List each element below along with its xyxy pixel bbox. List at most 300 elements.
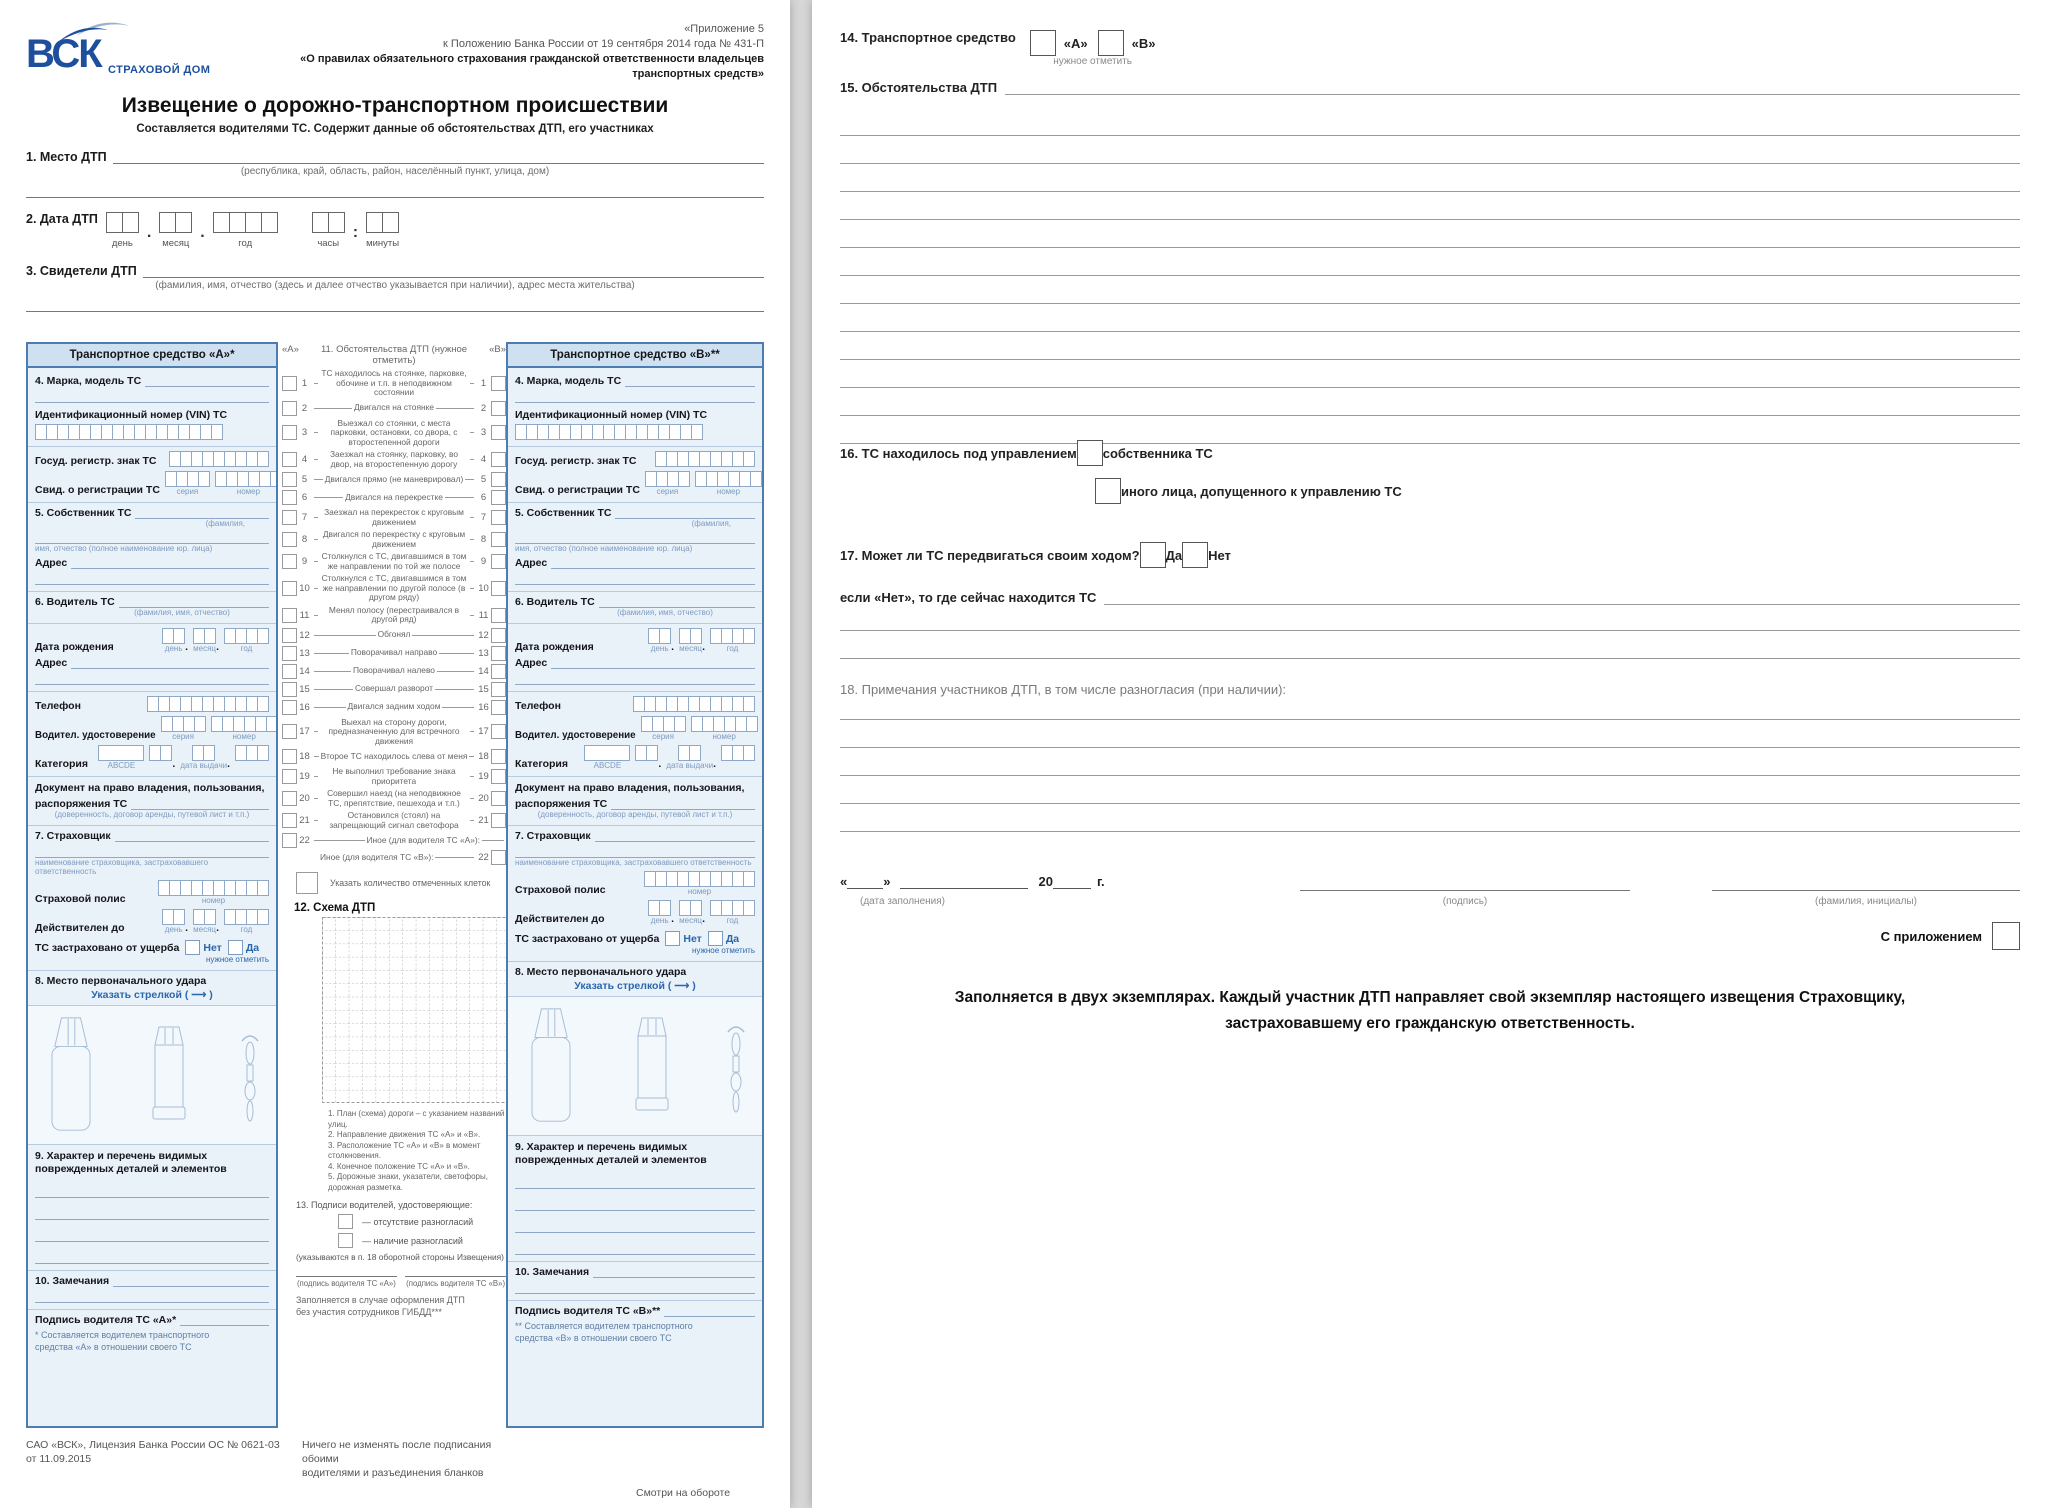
blank-line[interactable] (840, 692, 2020, 720)
license-note: САО «ВСК», Лицензия Банка России ОС № 0621-03 от 11.09.2015 (26, 1439, 280, 1465)
circ-6-checkbox-a[interactable] (282, 490, 297, 505)
cert-series-boxes[interactable] (165, 471, 210, 487)
blank-line[interactable] (840, 108, 2020, 136)
circ-8-checkbox-b[interactable] (491, 532, 506, 547)
blank-line[interactable] (840, 720, 2020, 748)
owner-driving-checkbox[interactable] (1077, 440, 1103, 466)
blank-line[interactable] (840, 658, 2020, 659)
checked-count-label: Указать количество отмеченных клеток (330, 878, 491, 888)
circ-4-checkbox-a[interactable] (282, 452, 297, 467)
circumstance-row: 17 Выехал на сторону дороги, предназначенную для встречного движения 17 (282, 718, 506, 747)
circ-13-checkbox-a[interactable] (282, 646, 297, 661)
issue-year-boxes[interactable] (235, 745, 269, 761)
field15-lines (840, 108, 2020, 444)
phone-label: Телефон (515, 700, 561, 712)
logo-tagline: СТРАХОВОЙ ДОМ (108, 64, 211, 76)
circumstance-row: 5 Двигался прямо (не маневрировал) 5 (282, 472, 506, 487)
blank-line[interactable] (515, 389, 755, 403)
owner-hint2: имя, отчество (полное наименование юр. лица) (515, 544, 693, 553)
owner-label: 5. Собственник ТС (515, 507, 612, 519)
number-hint: номер (712, 732, 736, 741)
dot: . (200, 224, 205, 241)
circumstance-row: 1 ТС находилось на стоянке, парковке, обочине и т.п. в неподвижном состоянии 1 (282, 369, 506, 398)
valid-day-boxes[interactable] (648, 900, 671, 916)
circumstance-row: 6 Двигался на перекрестке 6 (282, 490, 506, 505)
category-box[interactable] (584, 745, 630, 761)
blank-line[interactable] (611, 799, 755, 810)
blank-line[interactable] (515, 530, 755, 544)
blank-line[interactable] (145, 376, 269, 387)
three-column-area (0, 342, 790, 1428)
circumstance-row: 7 Заезжал на перекресток с круговым движением 7 (282, 508, 506, 527)
issue-hint: дата выдачи (180, 761, 228, 770)
blank-line[interactable] (35, 1289, 269, 1303)
circ-4-checkbox-b[interactable] (491, 452, 506, 467)
circ-16-checkbox-a[interactable] (282, 700, 297, 715)
series-hint: серия (652, 732, 674, 741)
field18-label: 18. Примечания участников ДТП, в том числе разногласия (при наличии): (840, 682, 1287, 697)
vin-boxes[interactable] (35, 424, 269, 440)
attachment-row (1881, 922, 2020, 950)
blank-line[interactable] (71, 658, 269, 669)
blank-line[interactable] (840, 248, 2020, 276)
circumstance-row: 11 Менял полосу (перестраивался в другой ряд) 11 (282, 606, 506, 625)
remarks-label: 10. Замечания (515, 1266, 590, 1278)
page-front (0, 0, 790, 1508)
circ-20-checkbox-a[interactable] (282, 791, 297, 806)
blank-line[interactable] (515, 844, 755, 858)
signature-line[interactable] (180, 1315, 269, 1326)
circ-13-checkbox-b[interactable] (491, 646, 506, 661)
reg-cert-label: Свид. о регистрации ТС (35, 484, 160, 496)
circumstance-row: 2 Двигался на стоянке 2 (282, 401, 506, 416)
regulation-reference (300, 18, 764, 90)
blank-line[interactable] (1005, 80, 2020, 95)
year-blank[interactable] (1053, 874, 1091, 889)
circ-5-checkbox-b[interactable] (491, 472, 506, 487)
date-day-boxes[interactable] (106, 212, 139, 233)
blank-line[interactable] (840, 332, 2020, 360)
col-b-mark: «В» (489, 344, 506, 355)
blank-line[interactable] (840, 164, 2020, 192)
colon: : (352, 224, 359, 241)
field17-label: 17. Может ли ТС передвигаться своим ходом? (840, 547, 1140, 563)
field15-label: 15. Обстоятельства ДТП (840, 80, 998, 95)
reg-plate-boxes[interactable] (169, 451, 269, 467)
ownership-doc-hint: (доверенность, договор аренды, путевой лист и т.п.) (537, 810, 733, 819)
circ-3-checkbox-a[interactable] (282, 425, 297, 440)
blank-line[interactable] (1104, 590, 2020, 605)
date-month-boxes[interactable] (159, 212, 192, 233)
page-reverse (812, 0, 2048, 1508)
insurer-hint: наименование страховщика, застраховавшего ответственность (35, 858, 209, 876)
can-move-yes-checkbox[interactable] (1140, 542, 1166, 568)
dot: . (146, 224, 152, 241)
blank-line[interactable] (840, 804, 2020, 832)
blank-line[interactable] (840, 136, 2020, 164)
issue-day-boxes[interactable] (635, 745, 658, 761)
valid-month-boxes[interactable] (679, 900, 702, 916)
attachment-label: С приложением (1880, 928, 1982, 944)
birth-month-boxes[interactable] (193, 628, 216, 644)
circ-9-checkbox-b[interactable] (491, 554, 506, 569)
blank-line[interactable] (35, 389, 269, 403)
blank-line[interactable] (26, 177, 764, 198)
phone-label: Телефон (35, 700, 81, 712)
ownership-doc-label2: распоряжения ТС (35, 798, 128, 810)
attachment-checkbox[interactable] (1992, 922, 2020, 950)
blank-line[interactable] (515, 1211, 755, 1233)
can-move-no-checkbox[interactable] (1182, 542, 1208, 568)
date-year-boxes[interactable] (213, 212, 278, 233)
circ-7-checkbox-b[interactable] (491, 510, 506, 525)
year-hint: год (240, 925, 253, 934)
day-hint: день (650, 916, 669, 925)
blank-line[interactable] (551, 658, 755, 669)
circ-11-checkbox-b[interactable] (491, 608, 506, 623)
field16-row1 (840, 440, 1213, 466)
two-copies-note: Заполняется в двух экземплярах. Каждый участник ДТП направляет свой экземпляр настоящего извещения Страховщику, застраховавшему его гражданскую ответственность. (954, 989, 1906, 1032)
form-subtitle: Составляется водителями ТС. Содержит данные об обстоятельствах ДТП, его участниках (136, 123, 654, 135)
reg-plate-label: Госуд. регистр. знак ТС (35, 455, 157, 467)
unit-label: год (238, 238, 253, 249)
blank-line[interactable] (119, 597, 269, 608)
license-number-boxes[interactable] (211, 716, 278, 732)
circ-19-checkbox-b[interactable] (491, 769, 506, 784)
blank-line[interactable] (35, 1220, 269, 1242)
make-model-label: 4. Марка, модель ТС (515, 375, 622, 387)
vehicle-a-header: Транспортное средство «А»* (28, 344, 276, 368)
day-hint: день (164, 925, 183, 934)
vin-label: Идентификационный номер (VIN) ТС (515, 409, 708, 421)
date-hint: (дата заполнения) (860, 896, 945, 907)
phone-boxes[interactable] (633, 696, 755, 712)
blank-line[interactable] (113, 149, 764, 164)
field2-label: 2. Дата ДТП (26, 212, 98, 226)
valid-until-label: Действителен до (515, 913, 605, 925)
car-top-view-icon (524, 1007, 578, 1125)
owner-address-label: Адрес (35, 557, 68, 569)
license-number-boxes[interactable] (691, 716, 758, 732)
blank-line[interactable] (35, 844, 269, 858)
mark-hint: нужное отметить (1053, 56, 1133, 67)
circ-12-checkbox-b[interactable] (491, 628, 506, 643)
other-person-checkbox[interactable] (1095, 478, 1121, 504)
circ-17-checkbox-a[interactable] (282, 724, 297, 739)
insured-yes-checkbox[interactable] (228, 940, 243, 955)
issue-month-boxes[interactable] (192, 745, 215, 761)
cert-series-boxes[interactable] (645, 471, 690, 487)
circumstances-column (282, 342, 506, 1428)
no-label: Нет (683, 932, 702, 945)
driver-label: 6. Водитель ТС (35, 596, 115, 608)
blank-line[interactable] (840, 630, 2020, 631)
blank-line[interactable] (71, 558, 269, 569)
blank-line[interactable] (840, 220, 2020, 248)
blank-line[interactable] (515, 1233, 755, 1255)
vehicle-b-panel: Транспортное средство «В»** 4. Марка, модель ТС Идентификационный номер (VIN) ТС Госуд. регистр. знак ТС Свид. о регистрации ТС серия номер 5. Собственник ТС (фамилия, имя, отчество (полное наименование юр. лица) Адрес 6. Водитель ТС (фамилия, имя, отчество) Дата рождения день . месяц . год Адрес Телефон Водител. удостоверение серия номер Категория ABCDE . дата выдачи . Документ на право владения, пользования, распоряжения ТС (доверенность, договор аренды, путевой лист и т.п.) 7. Страховщик наименование страховщика, застраховавшего ответственность Страховой полис номер Действителен до день . месяц . год ТС застраховано от ущерба Нет Да нужное отметить 8. Место первоначального удара Указать стрелкой ( ⟶ ) 9. Характер и перечень видимых поврежденных деталей и элементов 10. Замечания Подпись водителя ТС «В»** ** Составляется водителем транспортного средства «В» в отношении своего ТС (506, 342, 764, 1428)
field18-lines (840, 692, 2020, 832)
driver-b-sign-slot[interactable]: (подпись водителя ТС «В») (405, 1276, 506, 1288)
insured-yes-checkbox[interactable] (708, 931, 723, 946)
signature-line[interactable] (664, 1306, 755, 1317)
month-hint: месяц (679, 916, 703, 925)
vehicle-a-checkbox[interactable] (1030, 30, 1056, 56)
impact-place-label: 8. Место первоначального удара (515, 966, 687, 978)
blank-line[interactable] (840, 360, 2020, 388)
vehicle-a-mark: «А» (1063, 35, 1088, 51)
blank-line[interactable] (840, 192, 2020, 220)
arrow-hint: Указать стрелкой ( ⟶ ) (574, 980, 696, 992)
circ-10-checkbox-b[interactable] (491, 581, 506, 596)
blank-line[interactable] (35, 1198, 269, 1220)
valid-year-boxes[interactable] (224, 909, 269, 925)
blank-line[interactable] (615, 508, 755, 519)
blank-line[interactable] (35, 1176, 269, 1198)
policy-label: Страховой полис (35, 893, 126, 905)
impact-place-label: 8. Место первоначального удара (35, 975, 207, 987)
year-hint: год (240, 644, 253, 653)
blank-line[interactable] (115, 831, 269, 842)
number-hint: номер (716, 487, 741, 496)
field3-label: 3. Свидетели ДТП (26, 264, 137, 278)
day-blank[interactable] (847, 874, 883, 889)
blank-line[interactable] (599, 597, 755, 608)
field1-hint: (республика, край, область, район, населённый пункт, улица, дом) (240, 166, 550, 177)
vehicle-silhouettes[interactable] (28, 1005, 276, 1145)
circumstance-row: 4 Заезжал на стоянку, парковку, во двор, на второстепенную дорогу 4 (282, 450, 506, 469)
circ-15-checkbox-a[interactable] (282, 682, 297, 697)
field16-row2 (840, 478, 1402, 504)
signature-blank[interactable] (1300, 890, 1630, 891)
circ-8-checkbox-a[interactable] (282, 532, 297, 547)
blank-line[interactable] (143, 263, 764, 278)
series-hint: серия (656, 487, 679, 496)
checked-count (296, 872, 506, 894)
birth-day-boxes[interactable] (162, 628, 185, 644)
circ-3-checkbox-b[interactable] (491, 425, 506, 440)
birth-year-boxes[interactable] (710, 628, 755, 644)
name-hint: (фамилия, инициалы) (1815, 896, 1917, 907)
blank-line[interactable] (131, 799, 269, 810)
blank-line[interactable] (515, 1189, 755, 1211)
col-a-mark: «А» (282, 344, 299, 355)
disagreement-checkbox[interactable] (338, 1233, 353, 1248)
circ-1-checkbox-b[interactable] (491, 376, 506, 391)
issue-year-boxes[interactable] (721, 745, 755, 761)
category-label: Категория (515, 758, 569, 770)
blank-line[interactable] (840, 776, 2020, 804)
blank-line[interactable] (35, 571, 269, 585)
circ-6-checkbox-b[interactable] (491, 490, 506, 505)
blank-line[interactable] (35, 1242, 269, 1264)
vin-boxes[interactable] (515, 424, 755, 440)
insured-no-checkbox[interactable] (185, 940, 200, 955)
ownership-doc-hint: (доверенность, договор аренды, путевой лист и т.п.) (54, 810, 250, 819)
footnote-a: * Составляется водителем транспортного средства «А» в отношении своего ТС (35, 1330, 210, 1352)
birth-day-boxes[interactable] (648, 628, 671, 644)
blank-line[interactable] (515, 671, 755, 685)
ref-line: «Приложение 5 (684, 23, 764, 35)
reg-plate-label: Госуд. регистр. знак ТС (515, 455, 637, 467)
blank-line[interactable] (113, 1276, 269, 1287)
blank-line[interactable] (840, 748, 2020, 776)
blank-line[interactable] (840, 304, 2020, 332)
number-hint: номер (201, 896, 226, 905)
reg-cert-label: Свид. о регистрации ТС (515, 484, 640, 496)
birth-year-boxes[interactable] (224, 628, 269, 644)
circ-15-checkbox-b[interactable] (491, 682, 506, 697)
unit-label: месяц (162, 238, 190, 249)
field15-row (840, 80, 2020, 95)
valid-year-boxes[interactable] (710, 900, 755, 916)
blank-line[interactable] (625, 376, 755, 387)
birth-month-boxes[interactable] (679, 628, 702, 644)
circ-2-checkbox-a[interactable] (282, 401, 297, 416)
if-no-label: если «Нет», то где сейчас находится ТС (840, 590, 1097, 605)
driver-a-signature-label: Подпись водителя ТС «А»* (35, 1314, 177, 1326)
blank-line[interactable] (551, 558, 755, 569)
time-hours-boxes[interactable] (312, 212, 345, 233)
category-label: Категория (35, 758, 89, 770)
circ-5-checkbox-a[interactable] (282, 472, 297, 487)
number-hint: номер (236, 487, 261, 496)
time-minutes-boxes[interactable] (366, 212, 399, 233)
field14-label: 14. Транспортное средство (840, 30, 1016, 45)
circ-10-checkbox-a[interactable] (282, 581, 297, 596)
insurer-hint: наименование страховщика, застраховавшего ответственность (515, 858, 752, 867)
circ-22-checkbox-a[interactable] (282, 833, 297, 848)
no-disagreement-label: — отсутствие разногласий (362, 1216, 474, 1227)
signatures-note: (указываются в п. 18 оборотной стороны Извещения) (296, 1252, 504, 1262)
vehicle-b-checkbox[interactable] (1098, 30, 1124, 56)
circ-16-checkbox-b[interactable] (491, 700, 506, 715)
circ-14-checkbox-a[interactable] (282, 664, 297, 679)
circ-11-checkbox-a[interactable] (282, 608, 297, 623)
blank-line[interactable] (840, 276, 2020, 304)
circ-9-checkbox-a[interactable] (282, 554, 297, 569)
blank-line[interactable] (26, 291, 764, 312)
scheme-title: 12. Схема ДТП (294, 902, 376, 914)
blank-line[interactable] (35, 530, 269, 544)
circ-19-checkbox-a[interactable] (282, 769, 297, 784)
circumstance-row: 18 Второе ТС находилось слева от меня 18 (282, 749, 506, 764)
truck-top-view-icon (630, 1016, 674, 1116)
fill-date-group (840, 874, 1105, 889)
vehicle-a-panel: Транспортное средство «А»* 4. Марка, модель ТС Идентификационный номер (VIN) ТС Госуд. регистр. знак ТС Свид. о регистрации ТС серия номер 5. Собственник ТС (фамилия, имя, отчество (полное наименование юр. лица) Адрес 6. Водитель ТС (фамилия, имя, отчество) Дата рождения день . месяц . год Адрес Телефон Водител. удостоверение серия номер Категория ABCDE . дата выдачи . Документ на право владения, пользования, распоряжения ТС (доверенность, договор аренды, путевой лист и т.п.) 7. Страховщик наименование страховщика, застраховавшего ответственность Страховой полис номер Действителен до день . месяц . год ТС застраховано от ущерба Нет Да нужное отметить 8. Место первоначального удара Указать стрелкой ( ⟶ ) 9. Характер и перечень видимых поврежденных деталей и элементов 10. Замечания Подпись водителя ТС «А»* * Составляется водителем транспортного средства «А» в отношении своего ТС (26, 342, 278, 1428)
license-label: Водител. удостоверение (35, 730, 156, 741)
signature-hint: (подпись) (1442, 896, 1488, 907)
blank-line[interactable] (595, 831, 755, 842)
category-box[interactable] (98, 745, 144, 761)
number-hint: номер (232, 732, 256, 741)
number-hint: номер (687, 887, 712, 896)
birthdate-label: Дата рождения (515, 641, 594, 653)
circ-14-checkbox-b[interactable] (491, 664, 506, 679)
accident-scheme-grid[interactable] (322, 917, 506, 1105)
no-label: Нет (203, 941, 222, 954)
circ-1-checkbox-a[interactable] (282, 376, 297, 391)
no-label: Нет (1208, 547, 1231, 563)
circ-22-checkbox-b[interactable] (491, 850, 506, 865)
field17-sub-row (840, 590, 2020, 605)
circumstance-row: 20 Совершил наезд (на неподвижное ТС, препятствие, пешехода и т.п.) 20 (282, 789, 506, 808)
checked-count-box[interactable] (296, 872, 318, 894)
insured-no-checkbox[interactable] (665, 931, 680, 946)
motorcycle-icon (726, 1018, 746, 1114)
blank-line[interactable] (515, 571, 755, 585)
circ-12-checkbox-a[interactable] (282, 628, 297, 643)
no-police-note: Заполняется в случае оформления ДТП без участия сотрудников ГИБДД*** (296, 1295, 465, 1317)
valid-month-boxes[interactable] (193, 909, 216, 925)
month-blank[interactable] (900, 874, 1028, 889)
month-hint: месяц (193, 644, 217, 653)
issue-month-boxes[interactable] (678, 745, 701, 761)
insured-damage-label: ТС застраховано от ущерба (515, 932, 660, 945)
ref-line: к Положению Банка России от 19 сентября 2014 года № 431-П (443, 38, 764, 50)
name-blank[interactable] (1712, 890, 2020, 891)
circ-7-checkbox-a[interactable] (282, 510, 297, 525)
circumstance-row: 21 Остановился (стоял) на запрещающий сигнал светофора 21 (282, 811, 506, 830)
policy-boxes[interactable] (158, 880, 269, 896)
no-disagreement-checkbox[interactable] (338, 1214, 353, 1229)
policy-boxes[interactable] (644, 871, 755, 887)
day-hint: день (164, 644, 183, 653)
field16-label: 16. ТС находилось под управлением (840, 445, 1077, 461)
circ-2-checkbox-b[interactable] (491, 401, 506, 416)
circ-21-checkbox-a[interactable] (282, 813, 297, 828)
blank-line[interactable] (515, 1167, 755, 1189)
blank-line[interactable] (593, 1267, 755, 1278)
damage-list-label: 9. Характер и перечень видимых поврежденных деталей и элементов (35, 1150, 227, 1175)
reg-plate-boxes[interactable] (655, 451, 755, 467)
other-person-label: иного лица, допущенного к управлению ТС (1121, 483, 1402, 499)
scheme-notes: 1. План (схема) дороги – с указанием названий улиц. 2. Направление движения ТС «А» и «В». 3. Расположение ТС «А» и «В» в момент столкновения. 4. Конечное положение ТС «А» и «В». 5. Дорожные знаки, указатели, светофоры, дорожная разметка. (328, 1109, 505, 1192)
see-reverse-note: Смотри на обороте (636, 1487, 731, 1499)
yes-label: Да (245, 941, 260, 954)
blank-line[interactable] (135, 508, 269, 519)
license-series-boxes[interactable] (161, 716, 206, 732)
circ-20-checkbox-b[interactable] (491, 791, 506, 806)
yes-label: Да (725, 932, 740, 945)
issue-day-boxes[interactable] (149, 745, 172, 761)
circ-18-checkbox-a[interactable] (282, 749, 297, 764)
blank-line[interactable] (840, 388, 2020, 416)
field1-label: 1. Место ДТП (26, 150, 107, 164)
cert-number-boxes[interactable] (215, 471, 278, 487)
make-model-label: 4. Марка, модель ТС (35, 375, 142, 387)
phone-boxes[interactable] (147, 696, 269, 712)
car-top-view-icon (44, 1016, 98, 1134)
blank-line[interactable] (515, 1280, 755, 1294)
circ-21-checkbox-b[interactable] (491, 813, 506, 828)
driver-a-sign-slot[interactable]: (подпись водителя ТС «А») (296, 1276, 397, 1288)
damage-list-label: 9. Характер и перечень видимых поврежденных деталей и элементов (515, 1141, 707, 1166)
circ-17-checkbox-b[interactable] (491, 724, 506, 739)
day-hint: день (650, 644, 669, 653)
blank-line[interactable] (35, 671, 269, 685)
vehicle-silhouettes[interactable] (508, 996, 762, 1136)
cert-number-boxes[interactable] (695, 471, 762, 487)
circ-18-checkbox-b[interactable] (491, 749, 506, 764)
owner-address-label: Адрес (515, 557, 548, 569)
page1-header (0, 0, 790, 90)
valid-day-boxes[interactable] (162, 909, 185, 925)
signatures-title: 13. Подписи водителей, удостоверяющие: (296, 1200, 473, 1210)
driver-hint: (фамилия, имя, отчество) (134, 608, 230, 617)
license-series-boxes[interactable] (641, 716, 686, 732)
circumstance-row: 8 Двигался по перекрестку с круговым движением 8 (282, 530, 506, 549)
